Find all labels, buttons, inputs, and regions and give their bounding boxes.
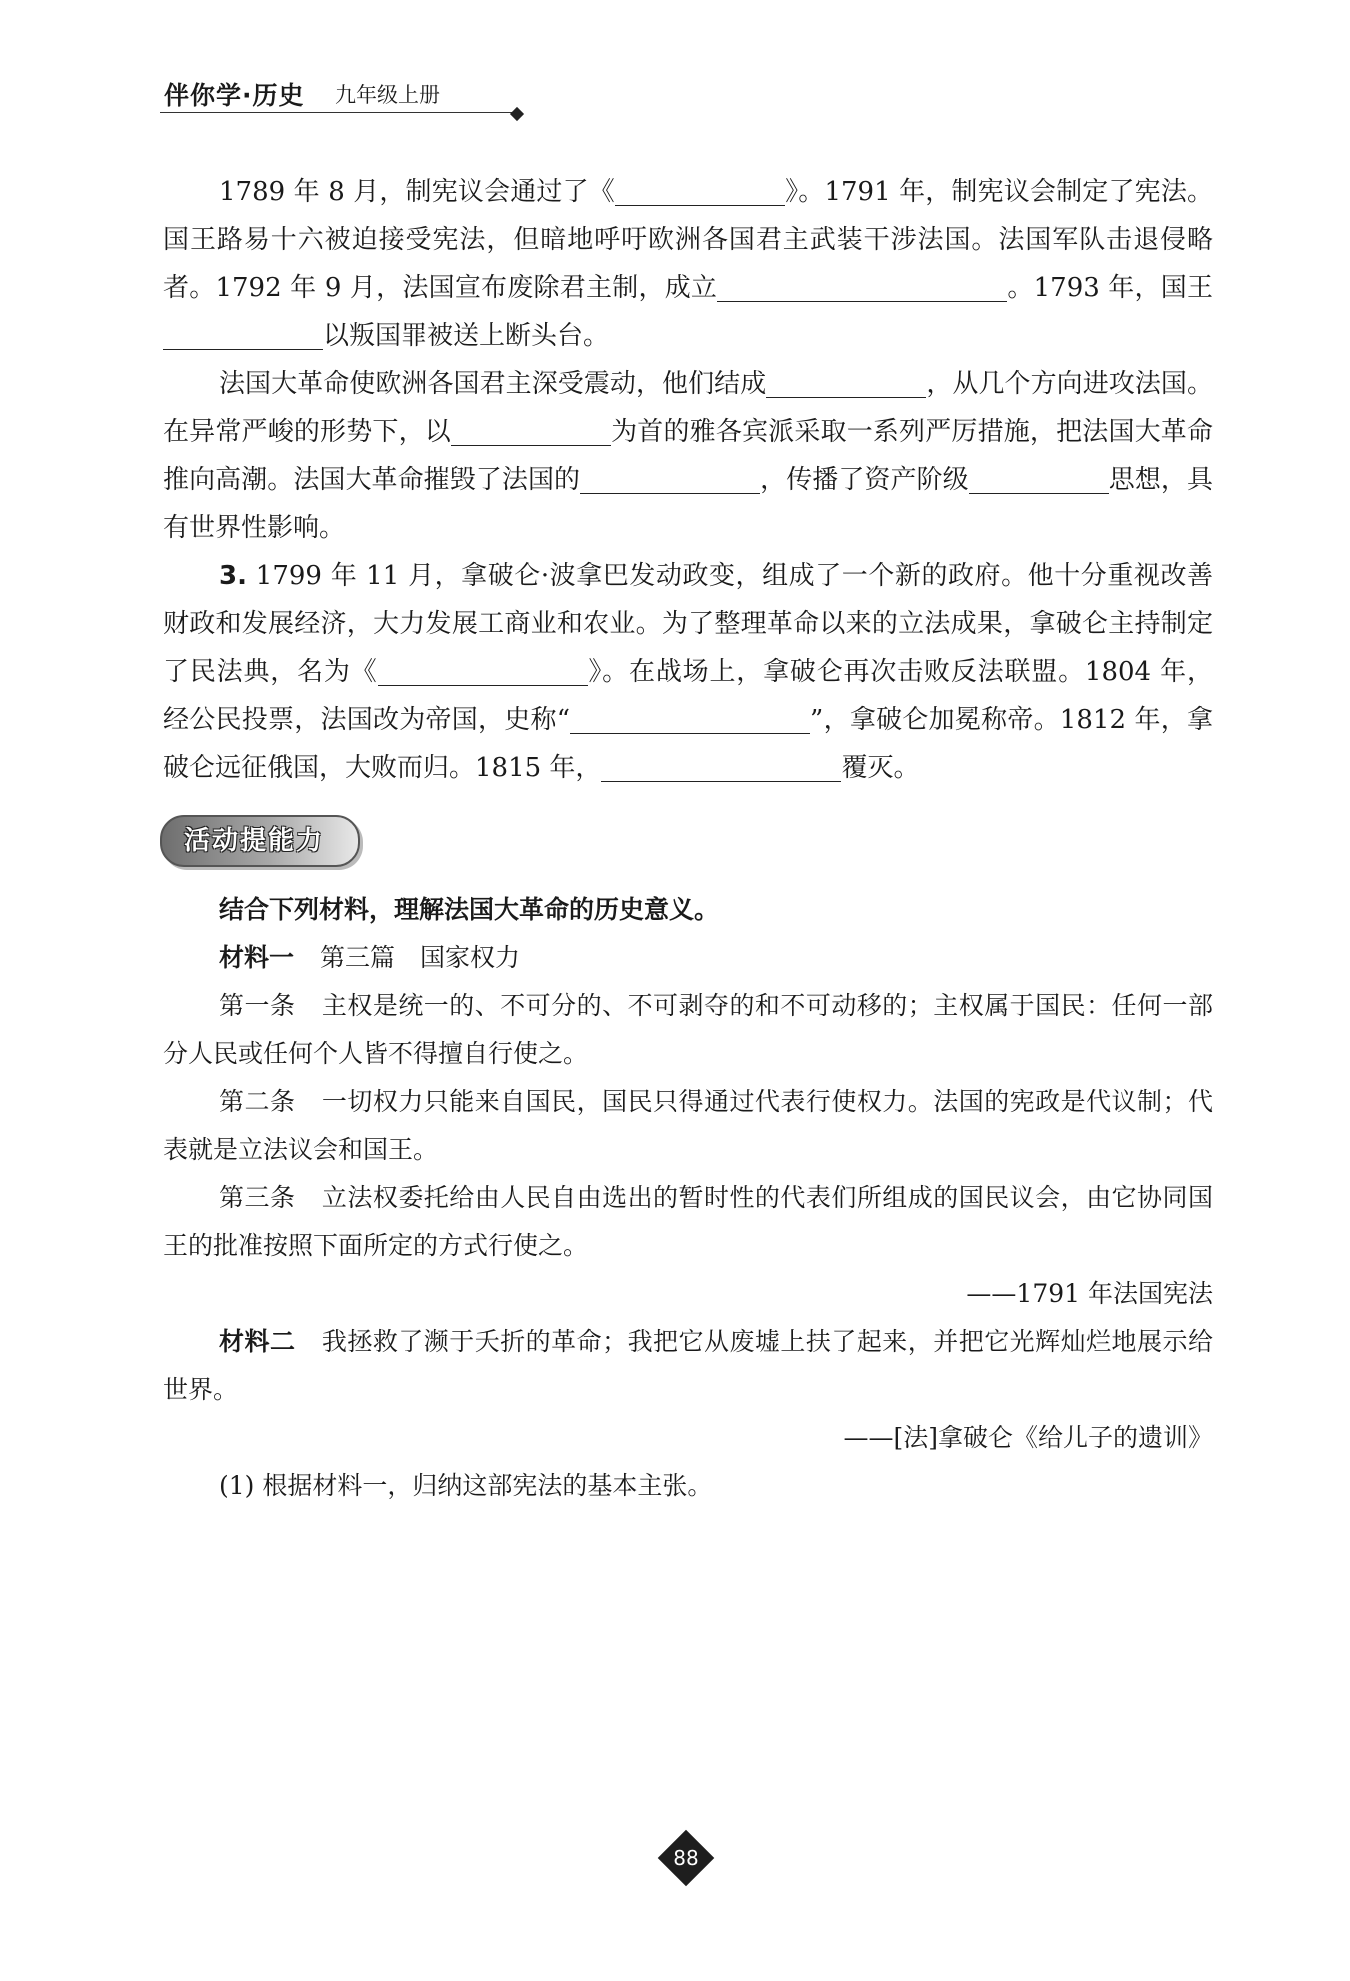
article-3 (163, 1174, 1213, 1270)
article-label: 第一条 (219, 991, 296, 1020)
material-title: 第三篇 国家权力 (320, 943, 521, 972)
text-run: 为首的雅各宾派采取一系列严厉措施，把法国大革命推向高潮。法国大革命摧毁了法国的 (163, 417, 1213, 495)
answer-blank-ideas[interactable] (969, 461, 1109, 494)
answer-blank-declaration[interactable] (615, 173, 785, 206)
text-run: 覆灭。 (841, 753, 920, 783)
article-2 (163, 1078, 1213, 1174)
item-number: 3. (219, 561, 247, 591)
article-label: 第三条 (219, 1183, 296, 1212)
activity-section-tag (160, 815, 360, 867)
text-run: 1799 年 11 月，拿破仑·波拿巴发动政变，组成了一个新的政府。他十分重视改善财政和发展经济，大力发展工商业和农业。为了整理革命以来的立法成果，拿破仑主持制定了民法典，名为《 (163, 561, 1214, 687)
material-label: 材料一 (219, 943, 295, 972)
material-label: 材料二 (219, 1327, 296, 1356)
paragraph-napoleon (163, 552, 1213, 792)
running-header (160, 72, 515, 113)
answer-blank-king[interactable] (163, 317, 323, 350)
answer-blank-empire-name[interactable] (570, 701, 810, 734)
activity-content (163, 886, 1213, 1510)
text-run: ，传播了资产阶级 (760, 465, 969, 495)
material-text: 我拯救了濒于夭折的革命；我把它从废墟上扶了起来，并把它光辉灿烂地展示给世界。 (163, 1327, 1213, 1404)
paragraph-jacobins (163, 360, 1213, 552)
text-run: ，从几个方向进攻法国。在异常严峻的形势下，以 (163, 369, 1213, 447)
material1-source: ——1791 年法国宪法 (966, 1279, 1213, 1308)
article-text: 主权是统一的、不可分的、不可剥夺的和不可动移的；主权属于国民：任何一部分人民或任何个人皆不得擅自行使之。 (163, 991, 1213, 1068)
answer-blank-republic[interactable] (717, 269, 1007, 302)
activity-instruction: 结合下列材料，理解法国大革命的历史意义。 (219, 895, 720, 924)
text-run: 以叛国罪被送上断头台。 (323, 321, 610, 351)
text-run: ”，拿破仑加冕称帝。1812 年，拿破仑远征俄国，大败而归。1815 年， (163, 705, 1213, 783)
fill-in-section (163, 168, 1213, 792)
material2-paragraph (163, 1318, 1213, 1414)
article-label: 第二条 (219, 1087, 296, 1116)
text-run: 》。在战场上，拿破仑再次击败反法联盟。1804 年，经公民投票，法国改为帝国，史称“ (163, 657, 1213, 735)
text-run: 》。1791 年，制宪议会制定了宪法。国王路易十六被迫接受宪法，但暗地呼吁欧洲各国君主武装干涉法国。法国军队击退侵略者。1792 年 9 月，法国宣布废除君主制，成立 (163, 177, 1213, 303)
section-tag-label: 活动提能力 (184, 826, 325, 856)
text-run: 1789 年 8 月，制宪议会通过了《 (219, 177, 615, 207)
paragraph-constitution (163, 168, 1213, 360)
material1-heading (163, 934, 1213, 982)
book-title: 伴你学·历史 (164, 81, 305, 110)
question-1: (1) 根据材料一，归纳这部宪法的基本主张。 (219, 1471, 713, 1500)
grade-label: 九年级上册 (335, 83, 440, 107)
article-text: 立法权委托给由人民自由选出的暂时性的代表们所组成的国民议会，由它协同国王的批准按照下面所定的方式行使之。 (163, 1183, 1213, 1260)
answer-blank-coalition[interactable] (766, 365, 926, 398)
article-text: 一切权力只能来自国民，国民只得通过代表行使权力。法国的宪政是代议制；代表就是立法议会和国王。 (163, 1087, 1213, 1164)
page-number: 88 (673, 1846, 699, 1870)
page-number-badge (658, 1830, 714, 1886)
answer-blank-fallen-regime[interactable] (601, 749, 841, 782)
article-1 (163, 982, 1213, 1078)
diamond-ornament-icon (510, 107, 524, 121)
text-run: 思想，具有世界性影响。 (163, 465, 1213, 543)
answer-blank-system[interactable] (580, 461, 760, 494)
material2-source: ——[法]拿破仑《给儿子的遗训》 (843, 1423, 1213, 1452)
text-run: 法国大革命使欧洲各国君主深受震动，他们结成 (219, 369, 767, 399)
text-run: 。1793 年，国王 (1007, 273, 1213, 303)
answer-blank-jacobin-leader[interactable] (451, 413, 611, 446)
answer-blank-civil-code[interactable] (378, 653, 588, 686)
